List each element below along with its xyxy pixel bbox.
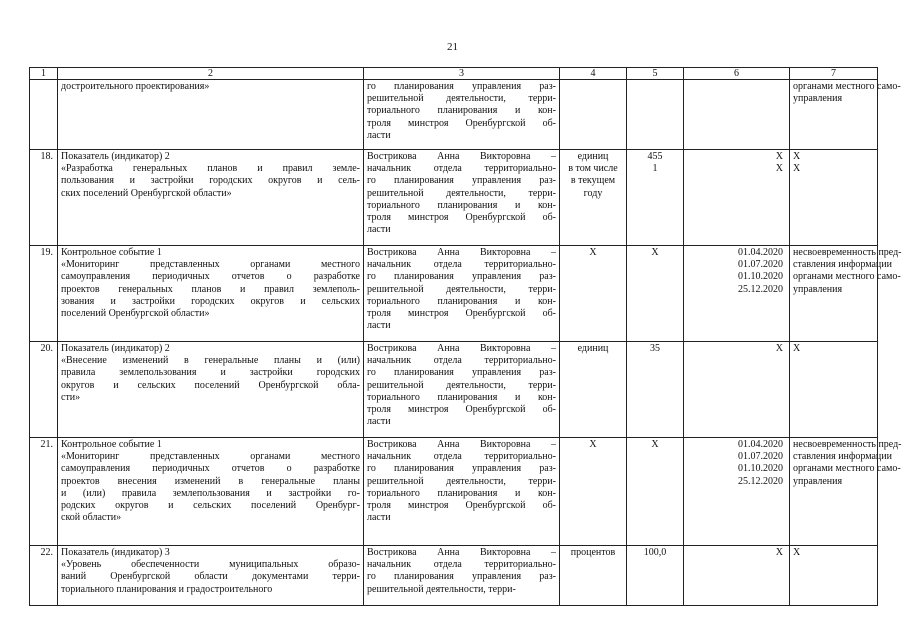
cell-line: 01.10.2020: [738, 271, 783, 283]
cell-line: родских округов и сельских поселений Оренбург-: [61, 500, 360, 512]
column-header: 4: [560, 68, 627, 80]
cell-line: решительной деятельности, терри-: [367, 475, 556, 487]
cell-line: ториального планирования и кон-: [367, 391, 556, 403]
cell-line: X: [775, 343, 783, 354]
cell-line: зования и застройки городских округов и сельских: [61, 295, 360, 307]
dates-cell: [684, 150, 790, 246]
responsible-cell: [364, 342, 560, 438]
cell-line: году: [583, 187, 603, 199]
cell-line: решительной деятельности, терри-: [367, 283, 556, 295]
cell-line: X: [651, 247, 659, 258]
cell-line: правила землепользования и застройки городских: [61, 367, 360, 379]
cell-line: ториального планирования и кон-: [367, 105, 556, 117]
value-cell: [627, 342, 684, 438]
row-number-cell: 21.: [30, 438, 58, 546]
value-cell: [627, 80, 684, 150]
responsible-cell: [364, 246, 560, 342]
cell-line: «Мониторинг представленных органами местного: [61, 451, 360, 463]
note-cell: [790, 80, 901, 150]
cell-line: органами местного само-: [793, 463, 901, 475]
cell-line: X: [775, 151, 783, 162]
cell-line: «Мониторинг представленных органами местного: [61, 259, 360, 271]
unit-cell: [560, 546, 627, 606]
cell-line: ласти: [367, 224, 391, 236]
event-name-cell: [58, 150, 364, 246]
cell-line: в том числе: [568, 163, 618, 175]
value-cell: [627, 546, 684, 606]
cell-line: X: [793, 163, 801, 175]
note-cell: [790, 438, 902, 546]
cell-line: ской области»: [61, 512, 122, 524]
cell-line: Показатель (индикатор) 2: [61, 343, 170, 354]
column-header: 1: [30, 68, 58, 80]
cell-line: X: [651, 439, 659, 450]
cell-line: X: [589, 247, 597, 258]
cell-line: Контрольное событие 1: [61, 247, 162, 258]
note-cell: [790, 150, 878, 246]
cell-line: троля минстроя Оренбургской об-: [367, 212, 556, 224]
cell-line: ториального планирования и кон-: [367, 199, 556, 211]
cell-line: го планирования управления раз-: [367, 271, 556, 283]
cell-line: 35: [650, 343, 660, 354]
cell-line: управления: [793, 475, 843, 487]
cell-line: управления: [793, 93, 843, 105]
cell-line: ваний Оренбургской области документами терри-: [61, 571, 360, 583]
table-row: [30, 438, 878, 546]
cell-line: сти»: [61, 391, 81, 403]
cell-line: 01.10.2020: [738, 463, 783, 475]
cell-line: ласти: [367, 320, 391, 332]
row-number-cell: 20.: [30, 342, 58, 438]
table-row: [30, 546, 878, 606]
cell-line: Показатель (индикатор) 2: [61, 151, 170, 162]
table-row: [30, 150, 878, 246]
cell-line: троля минстроя Оренбургской об-: [367, 404, 556, 416]
table-row: [30, 246, 878, 342]
cell-line: го планирования управления раз-: [367, 81, 556, 92]
column-header: 7: [790, 68, 878, 80]
cell-line: органами местного само-: [793, 271, 901, 283]
cell-line: го планирования управления раз-: [367, 463, 556, 475]
cell-line: троля минстроя Оренбургской об-: [367, 308, 556, 320]
cell-line: го планирования управления раз-: [367, 175, 556, 187]
cell-line: Контрольное событие 1: [61, 439, 162, 450]
event-name-cell: [58, 546, 364, 606]
cell-line: проектов генеральных планов и правил землеполь-: [61, 283, 360, 295]
cell-line: самоуправления периодичных отчетов о разработке: [61, 463, 360, 475]
dates-cell: [684, 80, 790, 150]
value-cell: [627, 150, 684, 246]
cell-line: го планирования управления раз-: [367, 571, 556, 583]
cell-line: 25.12.2020: [738, 283, 783, 295]
row-number-cell: 19.: [30, 246, 58, 342]
column-header: 6: [684, 68, 790, 80]
dates-cell: [684, 438, 790, 546]
row-number-cell: 22.: [30, 546, 58, 606]
cell-line: решительной деятельности, терри-: [367, 379, 556, 391]
cell-line: троля минстроя Оренбургской об-: [367, 117, 556, 129]
responsible-cell: [364, 546, 560, 606]
cell-line: начальник отдела территориально-: [367, 451, 556, 463]
responsible-cell: [364, 150, 560, 246]
unit-cell: [560, 150, 627, 246]
note-cell: [790, 546, 878, 606]
column-header: 2: [58, 68, 364, 80]
cell-line: го планирования управления раз-: [367, 367, 556, 379]
cell-line: управления: [793, 283, 843, 295]
cell-line: 100,0: [643, 547, 667, 558]
table-row: [30, 80, 878, 150]
value-cell: [627, 246, 684, 342]
cell-line: единиц: [577, 151, 609, 162]
cell-line: X: [793, 151, 801, 162]
cell-line: ториального планирования и кон-: [367, 487, 556, 499]
column-header: 5: [627, 68, 684, 80]
cell-line: ласти: [367, 129, 391, 141]
dates-cell: [684, 546, 790, 606]
cell-line: 01.04.2020: [738, 439, 783, 450]
cell-line: Вострикова Анна Викторовна –: [367, 547, 556, 558]
cell-line: Вострикова Анна Викторовна –: [367, 151, 556, 162]
cell-line: X: [793, 547, 801, 558]
cell-line: единиц: [577, 343, 609, 354]
cell-line: поселений Оренбургской области»: [61, 308, 210, 320]
cell-line: пользования и застройки городских округов и сель-: [61, 175, 360, 187]
cell-line: начальник отдела территориально-: [367, 355, 556, 367]
note-cell: [790, 342, 878, 438]
unit-cell: [560, 342, 627, 438]
cell-line: «Внесение изменений в генеральные планы и (или): [61, 355, 360, 367]
cell-line: «Уровень обеспеченности муниципальных образо-: [61, 559, 360, 571]
table-header-row: [30, 68, 878, 80]
cell-line: X: [775, 547, 783, 558]
cell-line: несвоевременность пред-: [793, 439, 902, 450]
cell-line: решительной деятельности, терри-: [367, 93, 556, 105]
cell-line: 25.12.2020: [738, 475, 783, 487]
cell-line: ториального планирования и градостроительного: [61, 583, 273, 595]
responsible-cell: [364, 80, 560, 150]
value-cell: [627, 438, 684, 546]
row-number-cell: [30, 80, 58, 150]
cell-line: Показатель (индикатор) 3: [61, 547, 170, 558]
cell-line: начальник отдела территориально-: [367, 163, 556, 175]
cell-line: 1: [652, 163, 658, 175]
cell-line: и (или) правила землепользования и застройки го-: [61, 487, 360, 499]
cell-line: 01.04.2020: [738, 247, 783, 258]
event-name-cell: [58, 438, 364, 546]
cell-line: 455: [647, 151, 663, 162]
cell-line: решительной деятельности, терри-: [367, 187, 556, 199]
event-name-cell: [58, 246, 364, 342]
unit-cell: [560, 80, 627, 150]
unit-cell: [560, 246, 627, 342]
cell-line: ставления информации: [793, 259, 892, 271]
page-number: 21: [447, 41, 458, 53]
cell-line: X: [793, 343, 801, 354]
cell-line: ласти: [367, 512, 391, 524]
cell-line: достроительного проектирования»: [61, 81, 210, 92]
cell-line: ториального планирования и кон-: [367, 295, 556, 307]
cell-line: начальник отдела территориально-: [367, 559, 556, 571]
cell-line: решительной деятельности, терри-: [367, 583, 516, 595]
cell-line: проектов внесения изменений в генеральные планы: [61, 475, 360, 487]
cell-line: несвоевременность пред-: [793, 247, 902, 258]
event-name-cell: [58, 80, 364, 150]
cell-line: ласти: [367, 416, 391, 428]
plan-table: [29, 67, 902, 606]
cell-line: процентов: [570, 547, 616, 558]
cell-line: самоуправления периодичных отчетов о разработке: [61, 271, 360, 283]
cell-line: ских поселений Оренбургской области»: [61, 187, 232, 199]
note-cell: [790, 246, 902, 342]
cell-line: X: [775, 163, 783, 175]
cell-line: Вострикова Анна Викторовна –: [367, 247, 556, 258]
dates-cell: [684, 342, 790, 438]
cell-line: Вострикова Анна Викторовна –: [367, 343, 556, 354]
table-row: [30, 342, 878, 438]
event-name-cell: [58, 342, 364, 438]
column-header: 3: [364, 68, 560, 80]
cell-line: «Разработка генеральных планов и правил земле-: [61, 163, 360, 175]
cell-line: округов и сельских поселений Оренбургской обла-: [61, 379, 360, 391]
dates-cell: [684, 246, 790, 342]
cell-line: троля минстроя Оренбургской об-: [367, 500, 556, 512]
cell-line: в текущем: [570, 175, 616, 187]
unit-cell: [560, 438, 627, 546]
cell-line: ставления информации: [793, 451, 892, 463]
cell-line: 01.07.2020: [738, 259, 783, 271]
cell-line: начальник отдела территориально-: [367, 259, 556, 271]
cell-line: Вострикова Анна Викторовна –: [367, 439, 556, 450]
cell-line: органами местного само-: [793, 81, 901, 92]
responsible-cell: [364, 438, 560, 546]
cell-line: X: [589, 439, 597, 450]
cell-line: 01.07.2020: [738, 451, 783, 463]
row-number-cell: 18.: [30, 150, 58, 246]
